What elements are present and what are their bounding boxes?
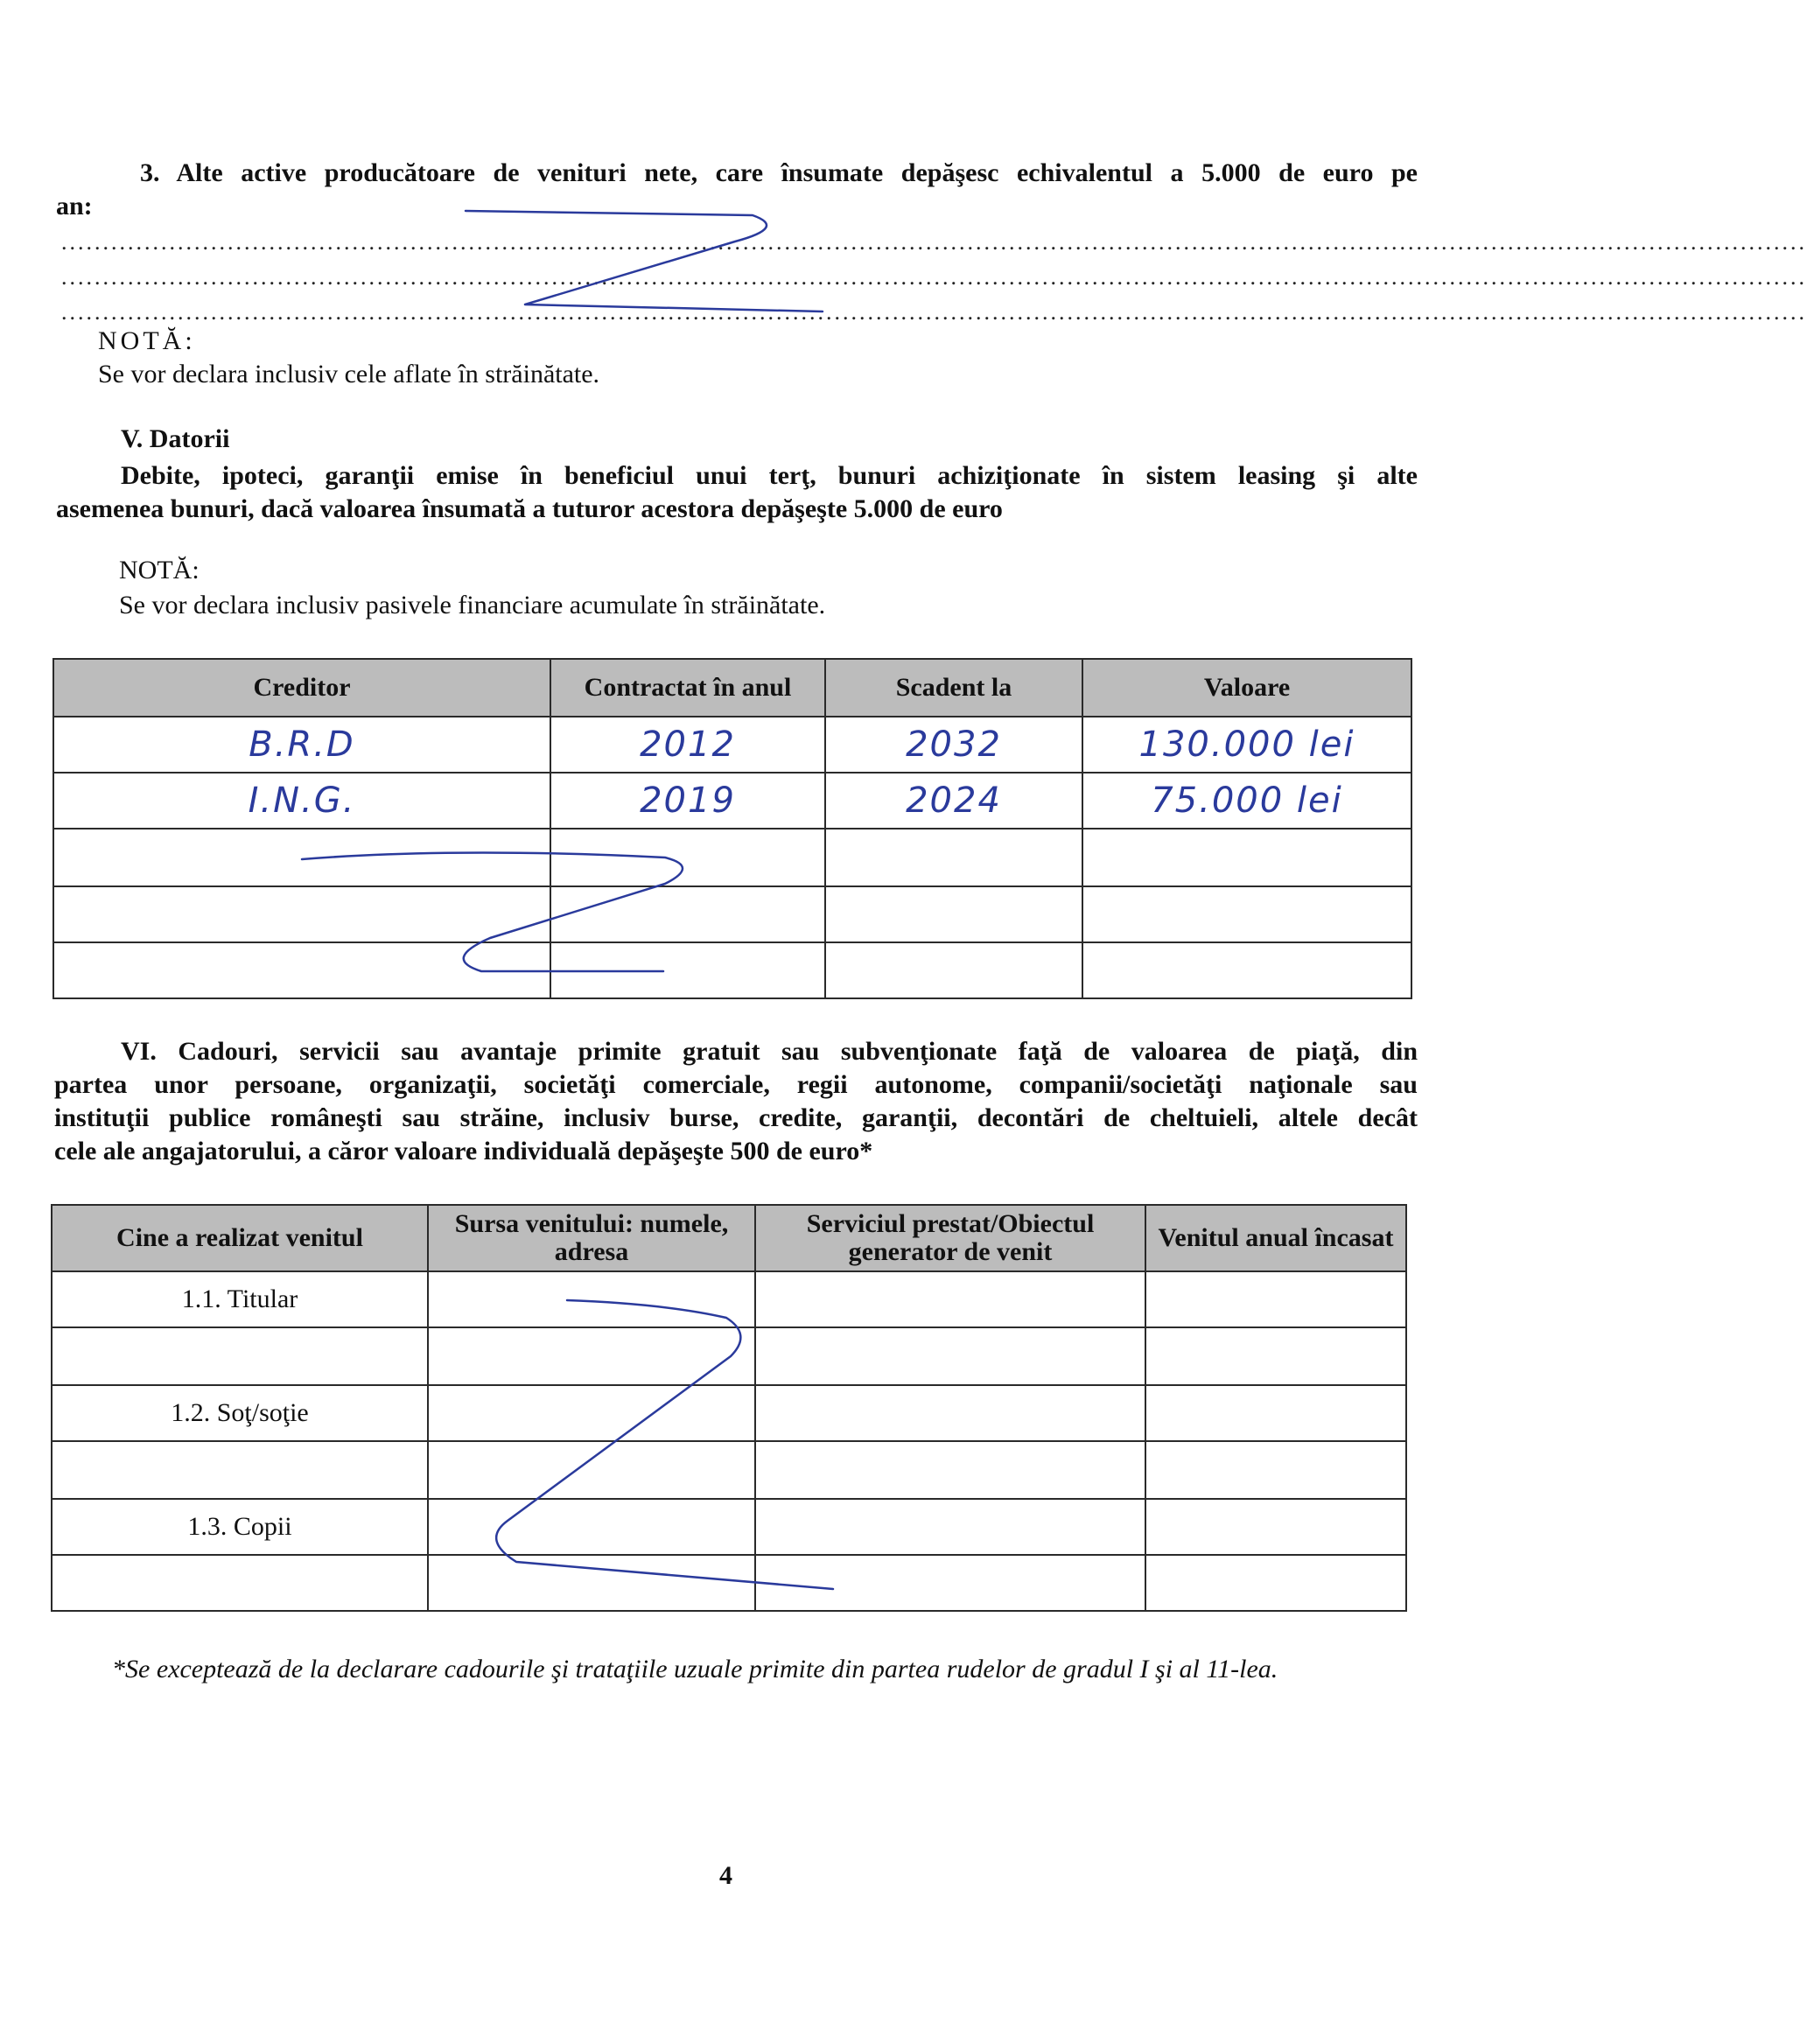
section-3-title-line2: an: xyxy=(56,192,93,220)
col-serviciu: Serviciul prestat/Obiectul generator de venit xyxy=(755,1205,1145,1271)
dotted-line-1: .................................................................................................................................................................................................................. xyxy=(61,229,1807,255)
footnote: *Se exceptează de la declarare cadourile şi trataţiile uzuale primite din partea rudelor de gradul I şi al 11-lea. xyxy=(112,1655,1278,1684)
debts-header-row xyxy=(53,659,1411,717)
section-3-title-line1: 3. Alte active producătoare de venituri nete, care însumate depăşesc echivalentul a 5.000 de euro pe xyxy=(140,158,1418,187)
table-row xyxy=(52,1271,1406,1327)
col-scadent: Scadent la xyxy=(825,659,1082,717)
col-sursa: Sursa venitului: numele, adresa xyxy=(428,1205,755,1271)
gifts-header-row xyxy=(52,1205,1406,1271)
table-row xyxy=(53,717,1411,773)
section-v-heading: V. Datorii xyxy=(121,424,230,453)
col-cine: Cine a realizat venitul xyxy=(52,1205,428,1271)
section-vi-line1: VI. Cadouri, servicii sau avantaje primite gratuit sau subvenţionate faţă de valoarea de piaţă, din xyxy=(121,1037,1418,1066)
dotted-line-3: .................................................................................................................................................................................................................. xyxy=(61,299,1807,325)
recipient-copii: 1.3. Copii xyxy=(52,1499,428,1555)
table-row xyxy=(53,773,1411,829)
nota-label-2: NOTĂ: xyxy=(119,556,200,584)
section-vi-line2: partea unor persoane, organizaţii, societăţi comerciale, regii autonome, companii/societăţi naţionale sau xyxy=(54,1070,1418,1099)
debts-table xyxy=(53,658,1412,999)
due-cell: 2024 xyxy=(906,780,1002,821)
dotted-line-2: .................................................................................................................................................................................................................. xyxy=(61,264,1807,290)
nota-text-1: Se vor declara inclusiv cele aflate în străinătate. xyxy=(98,360,600,388)
year-cell: 2012 xyxy=(640,724,736,765)
table-row xyxy=(53,886,1411,942)
table-row xyxy=(52,1555,1406,1611)
section-vi-line4: cele ale angajatorului, a căror valoare individuală depăşeşte 500 de euro* xyxy=(54,1137,873,1166)
value-cell: 75.000 lei xyxy=(1151,780,1343,821)
col-valoare: Valoare xyxy=(1082,659,1411,717)
col-creditor: Creditor xyxy=(53,659,550,717)
recipient-sot: 1.2. Soţ/soţie xyxy=(52,1385,428,1441)
table-row xyxy=(52,1327,1406,1385)
due-cell: 2032 xyxy=(906,724,1002,765)
nota-text-2: Se vor declara inclusiv pasivele financiare acumulate în străinătate. xyxy=(119,591,826,620)
recipient-titular: 1.1. Titular xyxy=(52,1271,428,1327)
nota-label-1: NOTĂ: xyxy=(98,326,196,355)
table-row xyxy=(53,942,1411,998)
table-row xyxy=(52,1385,1406,1441)
gifts-table xyxy=(51,1204,1407,1612)
col-contractat: Contractat în anul xyxy=(550,659,825,717)
year-cell: 2019 xyxy=(640,780,736,821)
creditor-cell: B.R.D xyxy=(249,724,355,765)
page-number: 4 xyxy=(719,1861,732,1890)
table-row xyxy=(52,1441,1406,1499)
table-row xyxy=(53,829,1411,886)
section-v-desc-line1: Debite, ipoteci, garanţii emise în beneficiul unui terţ, bunuri achiziţionate în sistem leasing şi alte xyxy=(121,461,1418,490)
value-cell: 130.000 lei xyxy=(1138,724,1355,765)
section-vi-line3: instituţii publice româneşti sau străine, inclusiv burse, credite, garanţii, decontări de cheltuieli, altele decât xyxy=(54,1103,1418,1132)
section-v-desc-line2: asemenea bunuri, dacă valoarea însumată a tuturor acestora depăşeşte 5.000 de euro xyxy=(56,494,1003,523)
creditor-cell: I.N.G. xyxy=(248,780,356,821)
table-row xyxy=(52,1499,1406,1555)
z-mark-section3 xyxy=(466,211,823,312)
col-venit: Venitul anual încasat xyxy=(1145,1205,1406,1271)
